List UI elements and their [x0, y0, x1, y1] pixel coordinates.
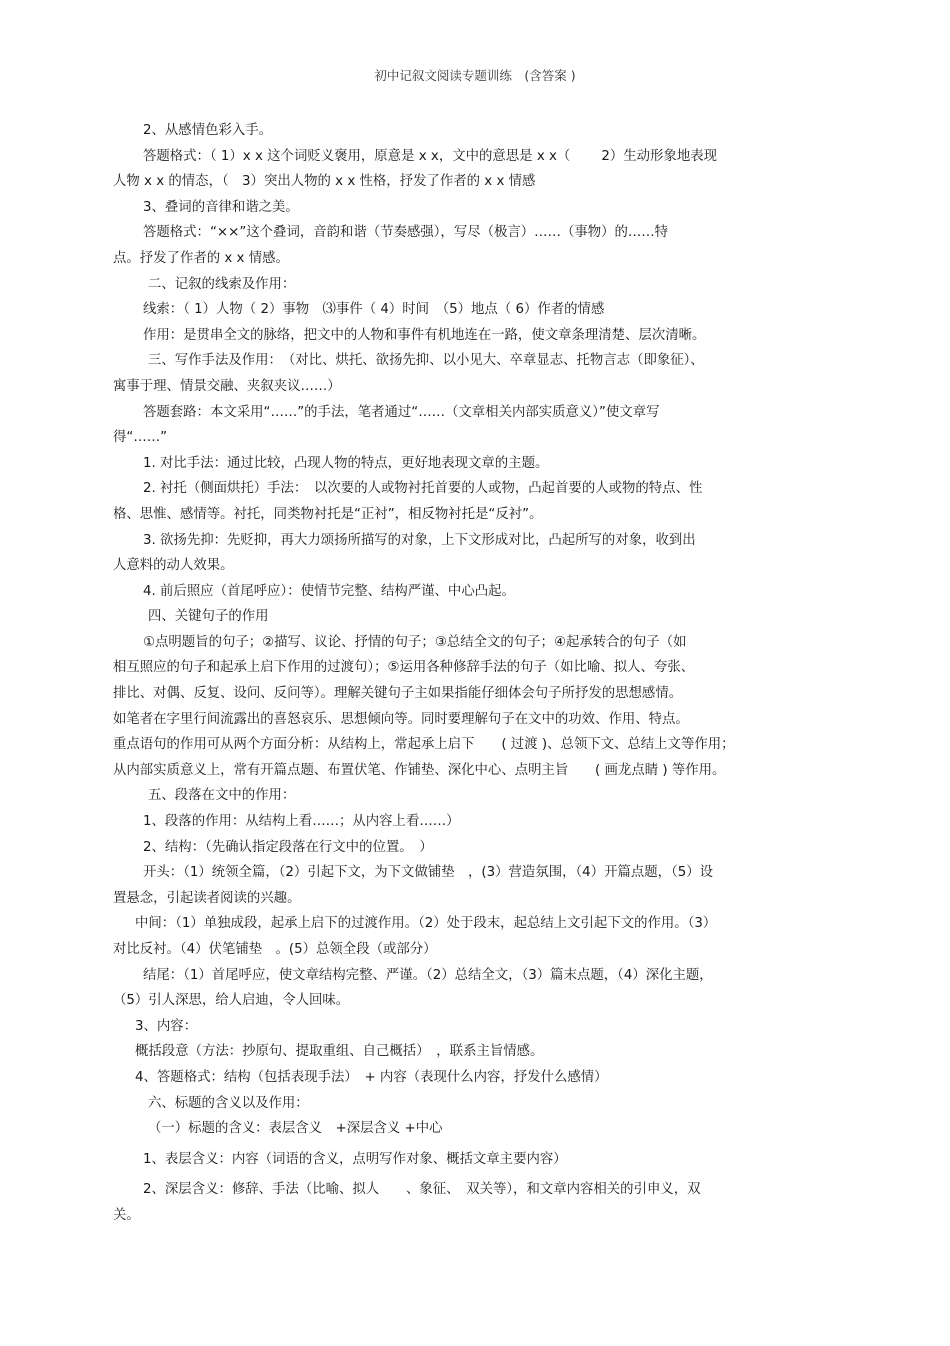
text-line: 答题格式：“××”这个叠词，音韵和谐（节奏感强），写尽（极言）……（事物）的……特 — [143, 225, 669, 241]
text-line: 重点语句的作用可从两个方面分析：从结构上，常起承上启下 ( 过渡 )、总领下文、总结上文等作用； — [113, 737, 735, 753]
section-heading: 五、段落在文中的作用： — [148, 788, 296, 804]
text-line: 2、深层含义：修辞、手法（比喻、拟人 、象征、 双关等），和文章内容相关的引申义，双 — [143, 1182, 701, 1198]
text-line: 格、思惟、感情等。衬托，同类物衬托是“正衬”，相反物衬托是“反衬”。 — [113, 506, 543, 522]
text-line: 3. 欲扬先抑：先贬抑，再大力颂扬所描写的对象，上下文形成对比，凸起所写的对象，收到出 — [143, 532, 696, 548]
text-line: 1、段落的作用：从结构上看……；从内容上看……） — [143, 814, 460, 830]
document-body — [113, 118, 838, 1229]
text-line: 对比反衬。（4）伏笔铺垫 。(5）总领全段（或部分） — [113, 942, 437, 957]
text-line: 4、答题格式：结构（包括表现手法） + 内容（表现什么内容，抒发什么感情） — [135, 1069, 608, 1085]
text-line: 1、表层含义：内容（词语的含义，点明写作对象、概括文章主要内容） — [143, 1151, 567, 1167]
text-line: 1. 对比手法：通过比较，凸现人物的特点，更好地表现文章的主题。 — [143, 455, 549, 471]
text-line: 答题格式：（ 1）x x 这个词贬义褒用，原意是 x x，文中的意思是 x x（ 2）生动形象地表现 — [143, 148, 717, 164]
text-line: 人意料的动人效果。 — [113, 558, 234, 574]
text-line: 如笔者在字里行间流露出的喜怒哀乐、思想倾向等。同时要理解句子在文中的功效、作用、特点。 — [113, 711, 689, 727]
text-line: 从内部实质意义上，常有开篇点题、布置伏笔、作铺垫、深化中心、点明主旨 ( 画龙点睛 ) 等作用。 — [113, 762, 726, 778]
text-line: 置悬念，引起读者阅读的兴趣。 — [113, 890, 301, 906]
text-line: （5）引人深思，给人启迪，令人回味。 — [113, 993, 350, 1009]
text-line: 开头：（1）统领全篇，（2）引起下文，为下文做铺垫 ，(3）营造氛围，（4）开篇点题，（5）设 — [143, 865, 714, 881]
text-line: 相互照应的句子和起承上启下作用的过渡句）；⑤运用各种修辞手法的句子（如比喻、拟人、夸张、 — [113, 660, 695, 676]
text-line: （一）标题的含义：表层含义 +深层含义 +中心 — [148, 1121, 443, 1137]
text-line: 2、结构：（先确认指定段落在行文中的位置。 ） — [143, 839, 433, 855]
text-line: 3、叠词的音律和谐之美。 — [143, 199, 299, 215]
text-line: 2、从感情色彩入手。 — [143, 123, 273, 138]
text-line: 关。 — [113, 1207, 140, 1223]
section-heading: 二、记叙的线索及作用： — [148, 276, 296, 292]
text-line: 人物 x x 的情态，（ 3）突出人物的 x x 性格，抒发了作者的 x x 情感 — [113, 174, 536, 190]
text-line: 4. 前后照应（首尾呼应）：使情节完整、结构严谨、中心凸起。 — [143, 583, 515, 599]
text-line: ①点明题旨的句子；②描写、议论、抒情的句子；③总结全文的句子；④起承转合的句子（如 — [143, 634, 687, 650]
text-line: 概括段意（方法：抄原句、提取重组、自己概括） ，联系主旨情感。 — [135, 1044, 544, 1060]
text-line: 线索：（ 1）人物（ 2）事物 ⑶事件（ 4）时间 （5）地点（ 6）作者的情感 — [143, 302, 605, 318]
text-line: 得“……” — [113, 430, 168, 446]
text-line: 2. 衬托（侧面烘托）手法： 以次要的人或物衬托首要的人或物，凸起首要的人或物的特点、性 — [143, 481, 703, 497]
text-line: 排比、对偶、反复、设问、反问等）。理解关键句子主如果指能仔细体会句子所抒发的思想感情。 — [113, 686, 683, 702]
page-header: 初中记叙文阅读专题训练 (含答案 ) — [374, 68, 576, 83]
text-line: 中间：（1）单独成段，起承上启下的过渡作用。（2）处于段末，起总结上文引起下文的作用。（3） — [135, 916, 717, 932]
text-line: 寓事于理、情景交融、夹叙夹议……） — [113, 378, 341, 394]
section-heading: 六、标题的含义以及作用： — [148, 1095, 309, 1111]
text-line: 结尾：（1）首尾呼应，使文章结构完整、严谨。（2）总结全文，（3）篇末点题，（4）深化主题， — [143, 967, 713, 983]
section-heading: 三、写作手法及作用： （对比、烘托、欲扬先抑、以小见大、卒章显志、托物言志（即象征）、 — [148, 353, 704, 369]
text-line: 点。抒发了作者的 x x 情感。 — [113, 250, 289, 266]
text-line: 3、内容： — [135, 1018, 198, 1034]
text-line: 作用：是贯串全文的脉络，把文中的人物和事件有机地连在一路，使文章条理清楚、层次清晰。 — [143, 327, 706, 343]
text-line: 答题套路：本文采用“……”的手法，笔者通过“……（文章相关内部实质意义）”使文章写 — [143, 404, 660, 420]
section-heading: 四、关键句子的作用 — [148, 609, 269, 625]
